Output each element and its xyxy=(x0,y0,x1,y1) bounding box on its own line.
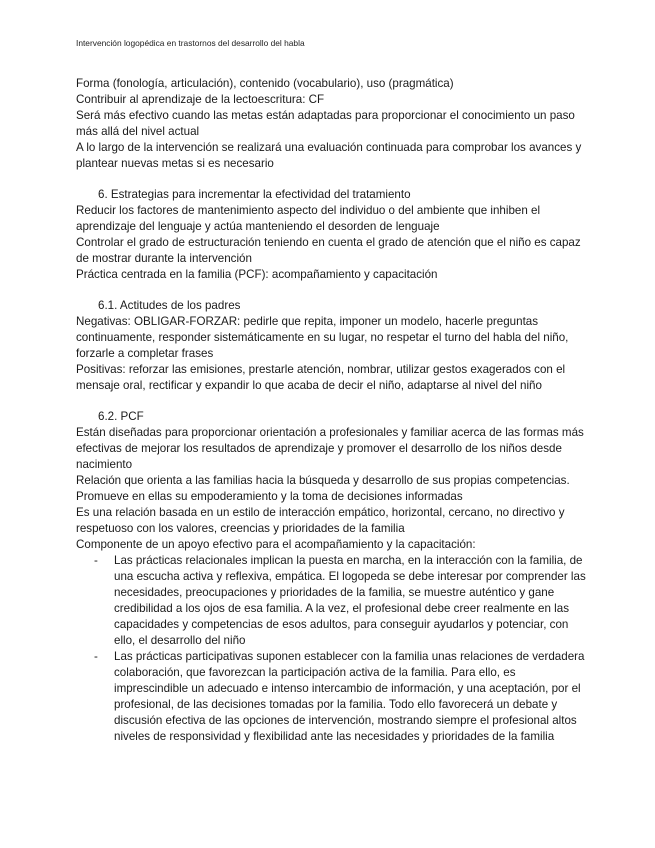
intro-line: Forma (fonología, articulación), contenido (vocabulario), uso (pragmática) xyxy=(76,77,454,90)
paragraph: Negativas: OBLIGAR-FORZAR: pedirle que repita, imponer un modelo, hacerle preguntas continuamente, responder sistemáticamente en su lugar, no respetar el turno del habla del niño, forzarle a completar frases xyxy=(76,315,569,360)
list-item: - Las prácticas participativas suponen establecer con la familia unas relaciones de verdadera colaboración, que favorezcan la participación activa de la familia. Para ello, es imprescindible un adecuado e intenso intercambio de información, y una aceptación, por el profesional, de las decisiones tomadas por la familia. Todo ello favorecerá un debate y discusión efectiva de las opciones de intervención, mostrando siempre el profesional altos niveles de responsividad y flexibilidad ante las necesidades y prioridades de la familia xyxy=(76,649,588,745)
section-6-heading: 6. Estrategias para incrementar la efectividad del tratamiento xyxy=(98,188,411,201)
section-6-2-heading: 6.2. PCF xyxy=(98,410,144,423)
paragraph: Están diseñadas para proporcionar orientación a profesionales y familiar acerca de las formas más efectivas de mejorar los resultados de aprendizaje y promover el desarrollo de los niños desde nacimiento xyxy=(76,426,584,471)
list-item: - Las prácticas relacionales implican la puesta en marcha, en la interacción con la familia, de una escucha activa y reflexiva, empática. El logopeda se debe interesar por comprender las necesidades, preocupaciones y prioridades de la familia, se muestre auténtico y gane credibilidad a los ojos de esa familia. A la vez, el profesional debe creer realmente en las capacidades y competencias de esos adultos, para conseguir ayudarlos y potenciar, con ello, el desarrollo del niño xyxy=(76,553,588,649)
paragraph: Reducir los factores de mantenimiento aspecto del individuo o del ambiente que inhiben el aprendizaje del lenguaje y actúa manteniendo el desorden de lenguaje xyxy=(76,204,541,233)
intro-line: Será más efectivo cuando las metas están adaptadas para proporcionar el conocimiento un paso más allá del nivel actual xyxy=(76,109,575,138)
paragraph: Relación que orienta a las familias hacia la búsqueda y desarrollo de sus propias competencias. Promueve en ellas su empoderamiento y la toma de decisiones informadas xyxy=(76,474,570,503)
paragraph: Positivas: reforzar las emisiones, prestarle atención, nombrar, utilizar gestos exagerados con el mensaje oral, rectificar y expandir lo que acaba de decir el niño, adaptarse al nivel del niño xyxy=(76,363,566,392)
page-header: Intervención logopédica en trastornos del desarrollo del habla xyxy=(76,38,305,48)
section-6-1-heading: 6.1. Actitudes de los padres xyxy=(98,299,241,312)
bullet-list xyxy=(76,553,588,745)
paragraph: Es una relación basada en un estilo de interacción empático, horizontal, cercano, no directivo y respetuoso con los valores, creencias y prioridades de la familia xyxy=(76,506,565,535)
paragraph: Práctica centrada en la familia (PCF): acompañamiento y capacitación xyxy=(76,268,438,281)
document-body xyxy=(76,76,588,745)
paragraph: Controlar el grado de estructuración teniendo en cuenta el grado de atención que el niño es capaz de mostrar durante la intervención xyxy=(76,236,581,265)
paragraph: Componente de un apoyo efectivo para el acompañamiento y la capacitación: xyxy=(76,538,476,551)
intro-line: Contribuir al aprendizaje de la lectoescritura: CF xyxy=(76,93,325,106)
intro-line: A lo largo de la intervención se realizará una evaluación continuada para comprobar los avances y plantear nuevas metas si es necesario xyxy=(76,141,582,170)
